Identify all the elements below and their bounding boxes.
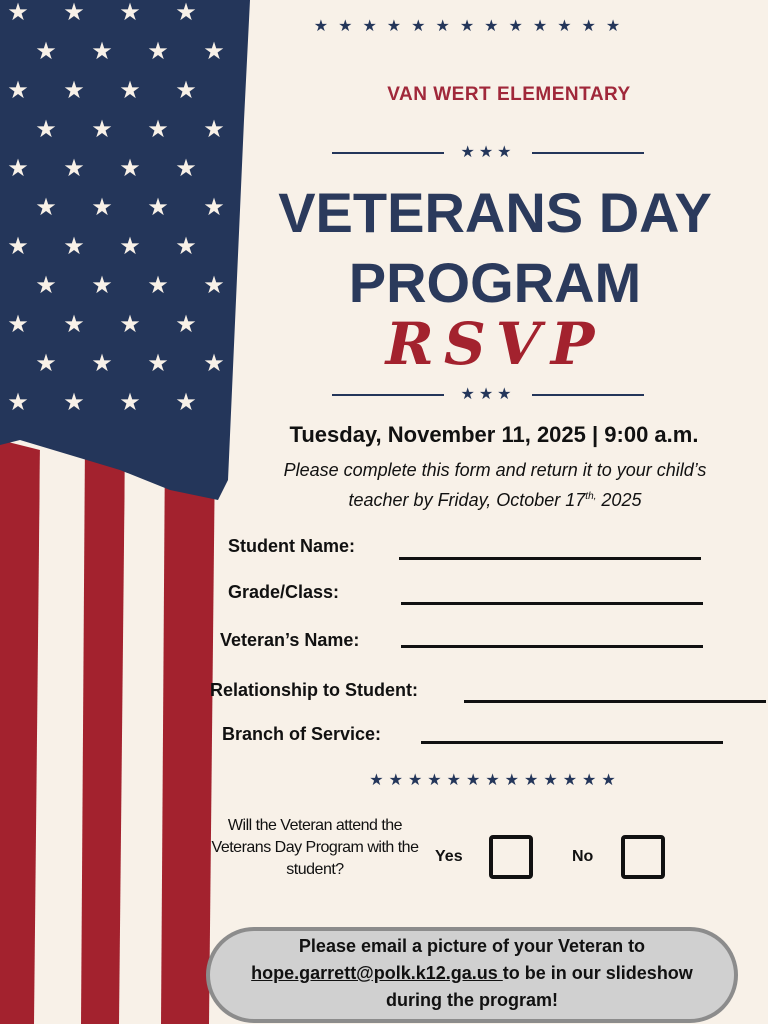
date-time: Tuesday, November 11, 2025 | 9:00 a.m. — [289, 422, 699, 447]
grade-class-label: Grade/Class: — [228, 582, 340, 602]
flag-star-icon: ★ — [119, 155, 141, 182]
divider-line — [332, 152, 444, 154]
instructions-text: teacher by Friday, October 17 — [348, 490, 586, 510]
flag-star-icon: ★ — [175, 233, 197, 260]
divider-line — [332, 394, 444, 396]
flag-stripe — [81, 440, 125, 1024]
instructions-text: 2025 — [596, 490, 642, 510]
divider-line — [532, 152, 644, 154]
flag-star-icon: ★ — [63, 233, 85, 260]
flag-star-icon: ★ — [7, 155, 29, 182]
flag-star-icon: ★ — [175, 0, 197, 26]
flag-star-icon: ★ — [63, 155, 85, 182]
flag-star-icon: ★ — [35, 194, 57, 221]
flag-star-icon: ★ — [91, 116, 113, 143]
flag-star-icon: ★ — [147, 116, 169, 143]
flag-star-icon: ★ — [203, 194, 225, 221]
relationship-label: Relationship to Student: — [210, 680, 418, 700]
flag-star-icon: ★ — [203, 272, 225, 299]
flag-star-icon: ★ — [119, 311, 141, 338]
flag-star-icon: ★ — [147, 194, 169, 221]
email-instructions-banner — [206, 927, 738, 1023]
flag-star-icon: ★ — [63, 0, 85, 26]
footer-text: to be in our slideshow — [502, 963, 693, 983]
veteran-name-label: Veteran’s Name: — [220, 630, 360, 650]
student-name-field[interactable] — [399, 557, 701, 560]
flag-star-icon: ★ — [7, 233, 29, 260]
veteran-name-field[interactable] — [401, 645, 703, 648]
stars-icon: ★★★ — [460, 144, 516, 161]
flag-stripe — [36, 440, 85, 1024]
flag-star-icon: ★ — [119, 233, 141, 260]
flag-star-icon: ★ — [147, 38, 169, 65]
flag-star-icon: ★ — [7, 77, 29, 104]
yes-checkbox[interactable] — [489, 835, 533, 879]
flag-star-icon: ★ — [203, 350, 225, 377]
flag-star-icon: ★ — [119, 77, 141, 104]
flag-stripe — [0, 440, 40, 1024]
flag-star-icon: ★ — [35, 272, 57, 299]
flag-star-icon: ★ — [63, 311, 85, 338]
flag-star-icon: ★ — [7, 0, 29, 26]
flag-star-icon: ★ — [91, 272, 113, 299]
flag-star-icon: ★ — [175, 77, 197, 104]
branch-label: Branch of Service: — [222, 724, 382, 744]
flag-star-icon: ★ — [91, 350, 113, 377]
flag-star-icon: ★ — [63, 77, 85, 104]
flag-star-icon: ★ — [91, 38, 113, 65]
flag-star-icon: ★ — [119, 0, 141, 26]
footer-line2 — [210, 960, 734, 987]
divider-line — [532, 394, 644, 396]
no-label: No — [572, 848, 594, 865]
student-name-label: Student Name: — [228, 536, 356, 556]
instructions-line2 — [240, 490, 750, 511]
branch-field[interactable] — [421, 741, 723, 744]
flag-star-icon: ★ — [63, 389, 85, 416]
grade-class-field[interactable] — [401, 602, 703, 605]
flag-star-icon: ★ — [35, 116, 57, 143]
flag-stripe — [161, 440, 215, 1024]
flag-star-icon: ★ — [203, 38, 225, 65]
relationship-field[interactable] — [464, 700, 766, 703]
flag-star-icon: ★ — [119, 389, 141, 416]
no-checkbox[interactable] — [621, 835, 665, 879]
flag-star-icon: ★ — [147, 272, 169, 299]
flag-stripe — [121, 440, 165, 1024]
flag-star-icon: ★ — [175, 155, 197, 182]
flag-star-icon: ★ — [203, 116, 225, 143]
email-link[interactable]: hope.garrett@polk.k12.ga.us — [251, 963, 503, 983]
attendance-question: Will the Veteran attend the Veterans Day Program with the student? — [211, 817, 419, 878]
superscript: th, — [585, 491, 597, 502]
school-name: VAN WERT ELEMENTARY — [387, 84, 631, 105]
title-line1: VETERANS DAY — [278, 181, 712, 244]
rsvp-script: RSVP — [385, 310, 605, 378]
flag-star-icon: ★ — [175, 311, 197, 338]
flag-star-icon: ★ — [35, 38, 57, 65]
title-line2: PROGRAM — [348, 251, 642, 314]
flag-star-icon: ★ — [7, 311, 29, 338]
flag-star-icon: ★ — [175, 389, 197, 416]
stars-divider: ★★★★★★★★★★★★★ — [369, 772, 621, 789]
stars-divider-top: ★★★★★★★★★★★★★ — [313, 18, 631, 35]
flag-star-icon: ★ — [35, 350, 57, 377]
instructions-line1: Please complete this form and return it to your child’s — [283, 460, 707, 480]
flag-star-icon: ★ — [147, 350, 169, 377]
yes-label: Yes — [435, 848, 463, 865]
flag-star-icon: ★ — [91, 194, 113, 221]
footer-line3: during the program! — [386, 990, 558, 1010]
stars-icon: ★★★ — [460, 386, 516, 403]
footer-line1: Please email a picture of your Veteran to — [298, 936, 646, 956]
flag-star-icon: ★ — [7, 389, 29, 416]
